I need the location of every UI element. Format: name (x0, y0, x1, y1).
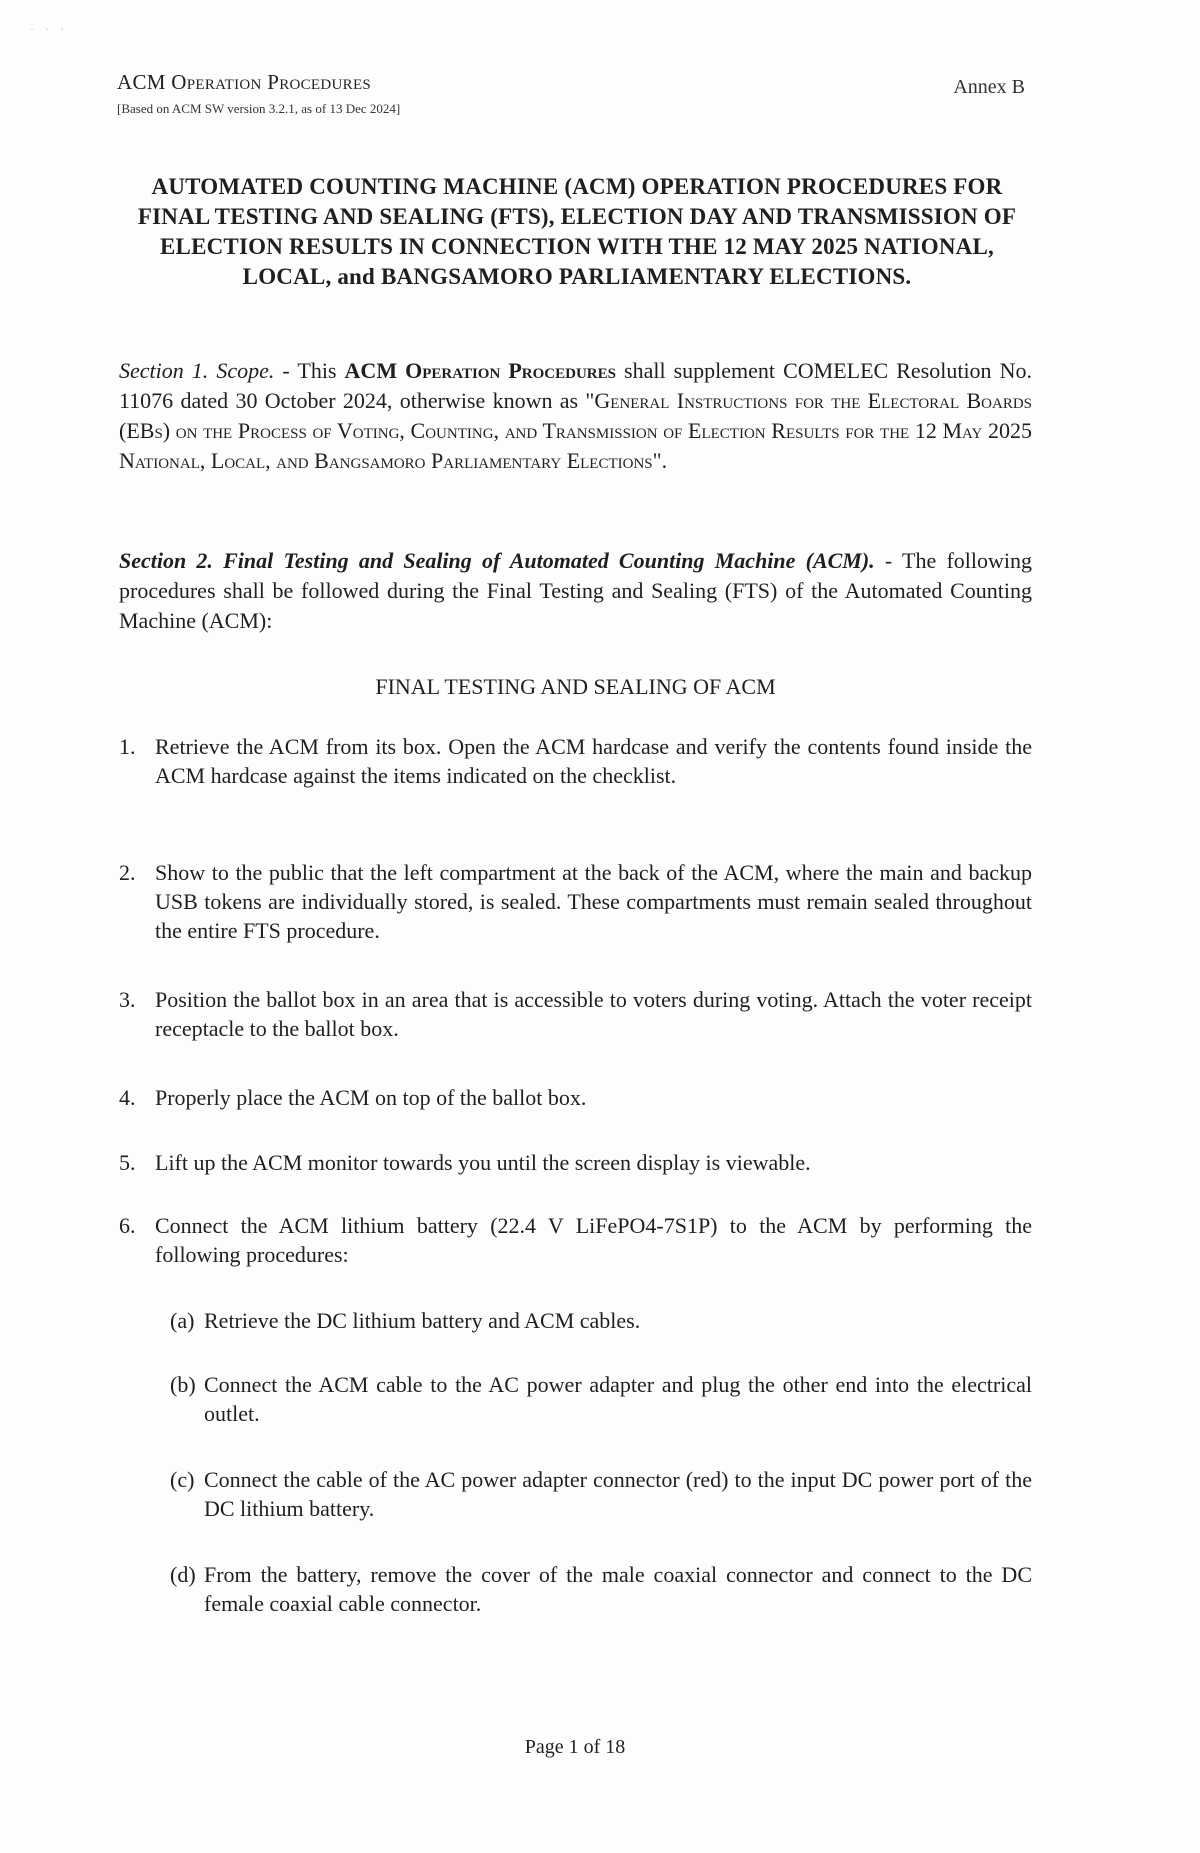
substep-text: Retrieve the DC lithium battery and ACM cables. (204, 1308, 641, 1333)
document-title: AUTOMATED COUNTING MACHINE (ACM) OPERATION PROCEDURES FOR FINAL TESTING AND SEALING (FTS), ELECTION DAY AND TRANSMISSION OF ELECTION RESULTS IN CONNECTION WITH THE 12 MAY 2025 NATIONAL, LOCAL, and BANGSAMORO PARLIAMENTARY ELECTIONS. (137, 174, 1017, 289)
step-4 (119, 1083, 1032, 1112)
section-2-text: - The following procedures shall be followed during the Final Testing and Sealing (FTS) of the Automated Counting Machine (ACM): (119, 548, 1032, 633)
substep-label: (c) (170, 1467, 195, 1492)
running-header (117, 70, 400, 117)
step-number: 6. (119, 1213, 136, 1238)
substep-b (170, 1370, 1032, 1428)
step-text: Retrieve the ACM from its box. Open the ACM hardcase and verify the contents found inside the ACM hardcase against the items indicated on the checklist. (155, 734, 1032, 788)
annex-label: Annex B (953, 76, 1025, 98)
step-3 (119, 985, 1032, 1043)
header-subtitle: [Based on ACM SW version 3.2.1, as of 13 Dec 2024] (117, 101, 401, 116)
page-number: Page 1 of 18 (524, 1736, 626, 1758)
step-number: 3. (119, 987, 136, 1012)
step-number: 5. (119, 1150, 136, 1175)
substep-text: Connect the cable of the AC power adapter connector (red) to the input DC power port of the DC lithium battery. (204, 1467, 1032, 1521)
step-text: Position the ballot box in an area that is accessible to voters during voting. Attach the voter receipt receptacle to the ballot box. (155, 987, 1032, 1041)
section-1-quoted-title: "General Instructions for the Electoral Boards (EBs) on the Process of Voting, Counting, and Transmission of Election Results for the 12 May 2025 National, Local, and Bangsamoro Parliamentary Elections". (119, 388, 1032, 473)
section-1-scope (119, 356, 1032, 476)
substep-d (170, 1560, 1032, 1618)
section-1-dash: - This (274, 358, 345, 383)
step-text: Show to the public that the left compartment at the back of the ACM, where the main and backup USB tokens are individually stored, is sealed. These compartments must remain sealed throughout the entire FTS procedure. (155, 860, 1032, 943)
step-number: 2. (119, 860, 136, 885)
substep-label: (d) (170, 1562, 196, 1587)
scan-artifact: · · · (30, 22, 68, 36)
section-1-text: shall supplement COMELEC Resolution No. 11076 dated 30 October 2024, otherwise known as (119, 358, 1032, 413)
section-2-fts (119, 546, 1032, 636)
substep-text: From the battery, remove the cover of the male coaxial connector and connect to the DC female coaxial cable connector. (204, 1562, 1032, 1616)
step-text: Properly place the ACM on top of the ballot box. (155, 1085, 587, 1110)
step-6 (119, 1211, 1032, 1269)
substep-text: Connect the ACM cable to the AC power adapter and plug the other end into the electrical outlet. (204, 1372, 1032, 1426)
section-1-acm-ref: ACM Operation Procedures (344, 358, 616, 383)
step-number: 1. (119, 734, 136, 759)
substep-label: (a) (170, 1308, 195, 1333)
substep-label: (b) (170, 1372, 196, 1397)
step-5 (119, 1148, 1032, 1177)
section-2-label: Section 2. Final Testing and Sealing of Automated Counting Machine (ACM). (119, 548, 875, 573)
substep-a (170, 1306, 1032, 1335)
section-1-label: Section 1. Scope. (119, 358, 275, 383)
header-title: ACM Operation Procedures (117, 70, 372, 94)
step-text: Lift up the ACM monitor towards you until the screen display is viewable. (155, 1150, 811, 1175)
step-1 (119, 732, 1032, 790)
step-number: 4. (119, 1085, 136, 1110)
fts-heading: FINAL TESTING AND SEALING OF ACM (375, 674, 776, 699)
step-2 (119, 858, 1032, 945)
step-text: Connect the ACM lithium battery (22.4 V LiFePO4-7S1P) to the ACM by performing the following procedures: (155, 1213, 1032, 1267)
substep-c (170, 1465, 1032, 1523)
